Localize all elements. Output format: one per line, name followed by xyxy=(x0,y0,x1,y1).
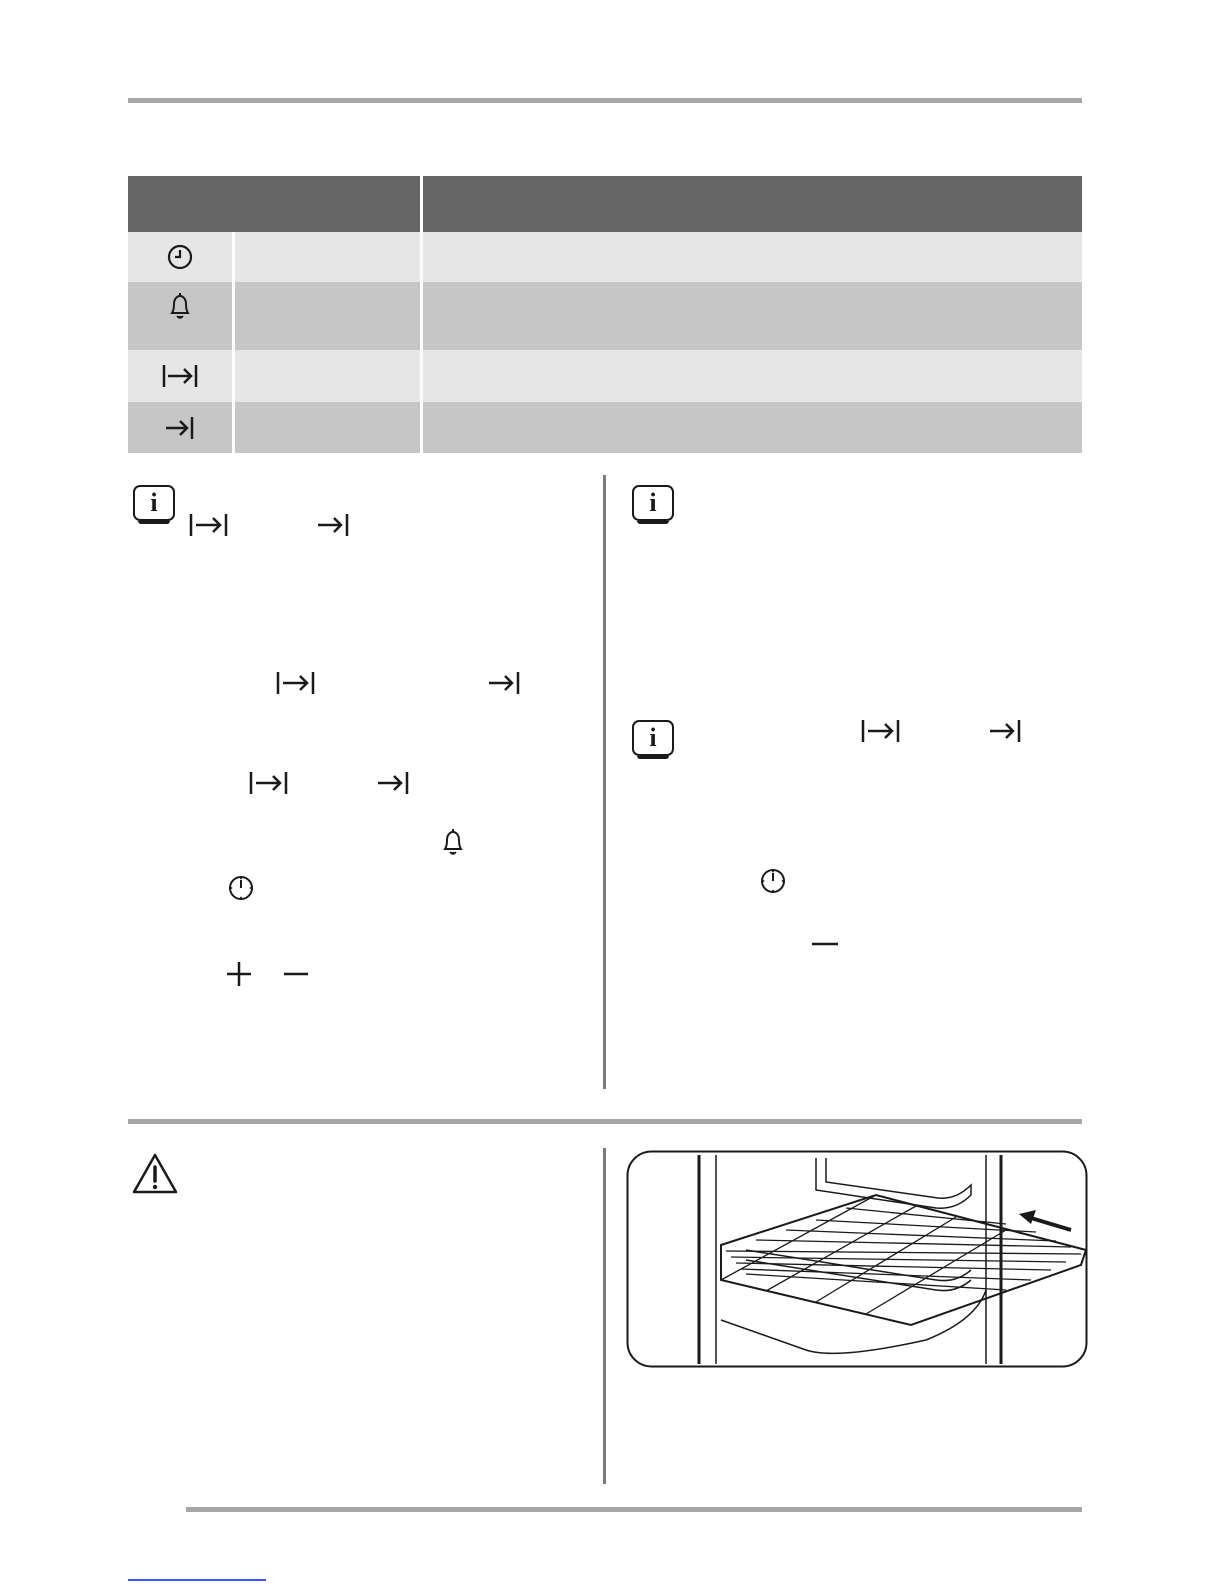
duration-icon xyxy=(275,670,317,696)
plus-icon xyxy=(225,960,253,988)
table-divider xyxy=(232,402,235,453)
clock-icon xyxy=(226,873,256,903)
table-row xyxy=(128,402,1082,453)
table-divider xyxy=(232,282,235,350)
bell-icon xyxy=(128,282,232,350)
info-icon: i xyxy=(133,485,175,521)
table-divider xyxy=(420,402,423,453)
minus-icon xyxy=(282,960,310,988)
column-separator xyxy=(603,1148,606,1484)
table-row xyxy=(128,350,1082,402)
end-icon xyxy=(316,512,352,538)
bell-icon xyxy=(439,828,467,858)
top-rule xyxy=(128,98,1082,103)
footer-link-underline[interactable] xyxy=(128,1579,266,1581)
clock-functions-table xyxy=(128,176,1082,453)
duration-icon xyxy=(128,350,232,402)
end-icon xyxy=(487,670,523,696)
clock-icon xyxy=(128,232,232,282)
table-row xyxy=(128,232,1082,282)
table-divider xyxy=(420,282,423,350)
info-icon: i xyxy=(632,720,674,756)
info-icon: i xyxy=(632,485,674,521)
warning-icon xyxy=(131,1152,179,1196)
duration-icon xyxy=(248,770,290,796)
clock-icon xyxy=(758,866,788,896)
minus-icon xyxy=(810,930,840,958)
footer-rule xyxy=(186,1507,1082,1512)
section-rule xyxy=(128,1119,1082,1124)
table-divider xyxy=(420,350,423,402)
end-icon xyxy=(128,402,232,453)
table-header-divider xyxy=(420,176,423,232)
table-divider xyxy=(232,350,235,402)
end-icon xyxy=(988,718,1024,744)
table-header xyxy=(128,176,1082,232)
duration-icon xyxy=(188,512,230,538)
oven-shelf-illustration xyxy=(626,1150,1088,1368)
column-separator xyxy=(603,475,606,1089)
table-row xyxy=(128,282,1082,350)
end-icon xyxy=(376,770,412,796)
table-divider xyxy=(232,232,235,282)
table-divider xyxy=(420,232,423,282)
duration-icon xyxy=(860,718,902,744)
